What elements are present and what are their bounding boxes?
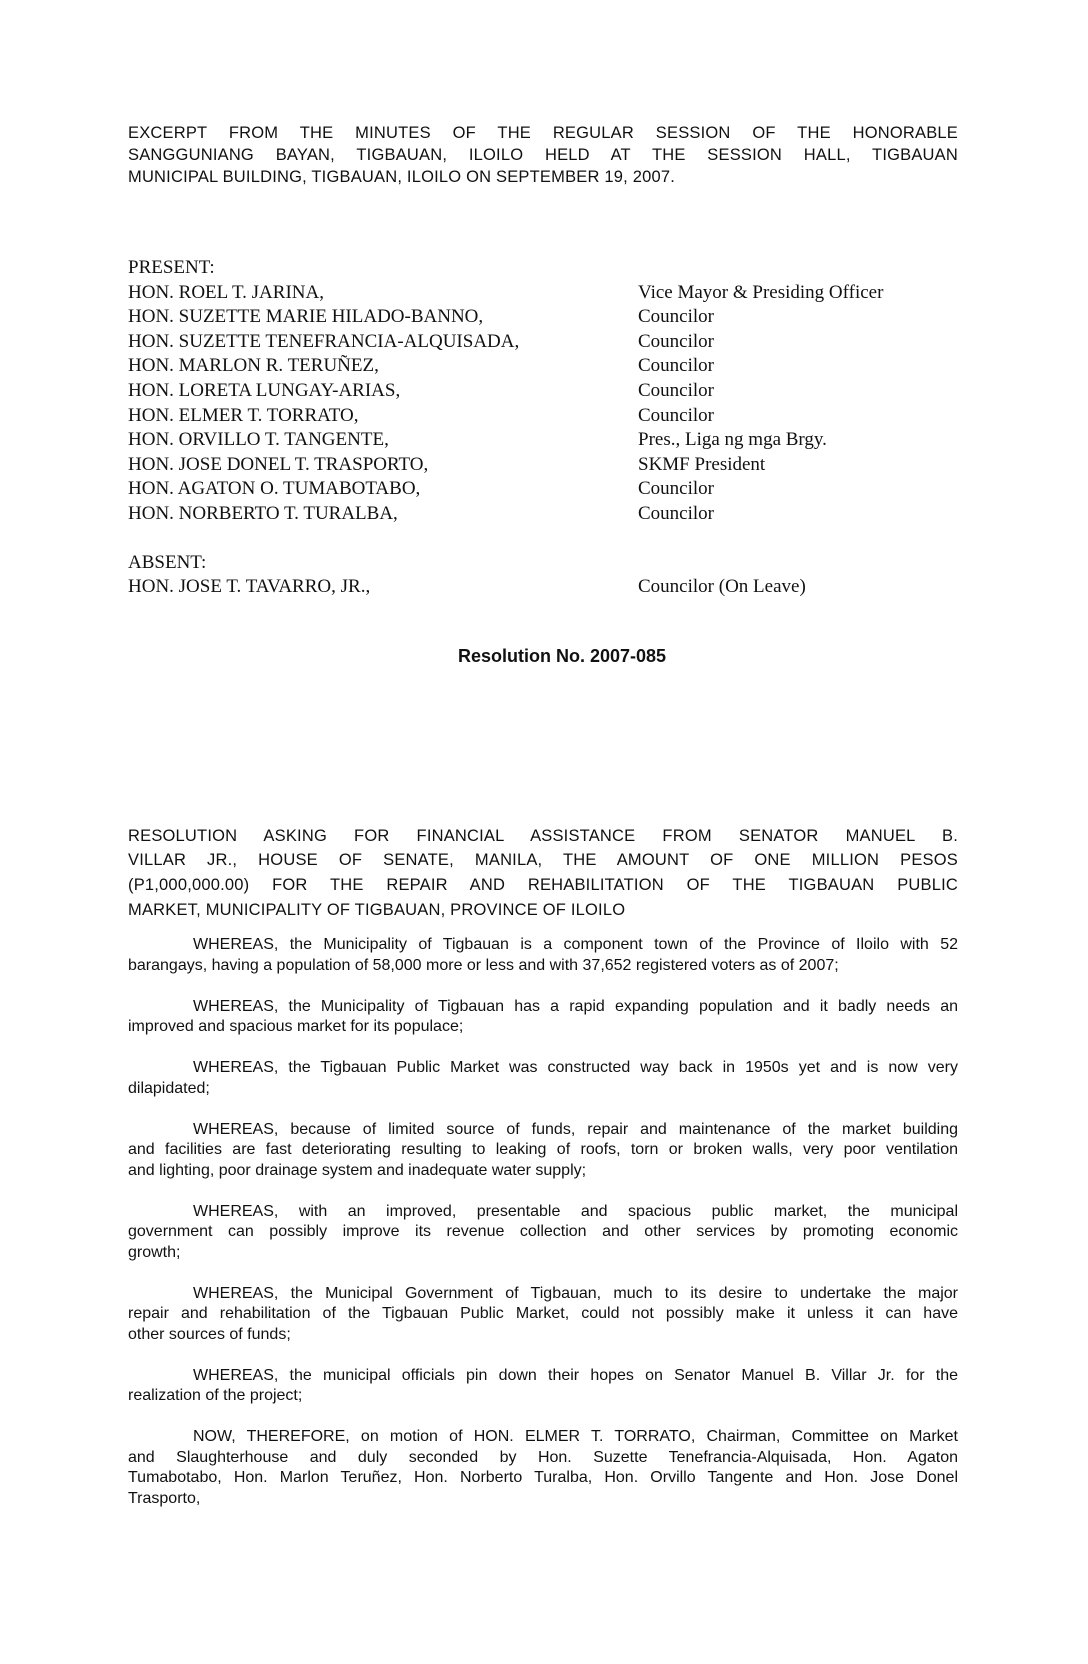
attendee-name: HON. ELMER T. TORRATO, xyxy=(128,404,359,426)
paragraph-line: growth; xyxy=(128,1243,181,1261)
header-line: MUNICIPAL BUILDING, TIGBAUAN, ILOILO ON SEPTEMBER 19, 2007. xyxy=(128,168,675,186)
attendee-row xyxy=(128,428,958,453)
resolution-title-line: RESOLUTION ASKING FOR FINANCIAL ASSISTANCE FROM SENATOR MANUEL B. xyxy=(128,826,958,845)
attendee-position: Councilor xyxy=(638,478,714,500)
attendee-name: HON. JOSE DONEL T. TRASPORTO, xyxy=(128,453,429,475)
whereas-paragraph-4 xyxy=(128,1120,958,1182)
attendee-position: Vice Mayor & Presiding Officer xyxy=(638,281,884,303)
paragraph-line: and facilities are fast deteriorating resulting to leaking of roofs, torn or broken walls, very poor ventilation xyxy=(128,1141,958,1159)
attendee-position: SKMF President xyxy=(638,453,766,475)
paragraph-line: WHEREAS, with an improved, presentable and spacious public market, the municipal xyxy=(193,1202,958,1220)
paragraph-line: Tumabotabo, Hon. Marlon Teruñez, Hon. Norberto Turalba, Hon. Orvillo Tangente and Hon. Jose Donel xyxy=(128,1469,958,1487)
paragraph-line: WHEREAS, the Municipality of Tigbauan is a component town of the Province of Iloilo with 52 xyxy=(193,936,958,954)
header-paragraph xyxy=(128,122,958,188)
resolution-title-line: MARKET, MUNICIPALITY OF TIGBAUAN, PROVINCE OF ILOILO xyxy=(128,900,626,919)
paragraph-line: other sources of funds; xyxy=(128,1325,291,1343)
whereas-paragraph-2 xyxy=(128,997,958,1038)
paragraph-line: WHEREAS, because of limited source of funds, repair and maintenance of the market building xyxy=(193,1120,958,1138)
header-line: SANGGUNIANG BAYAN, TIGBAUAN, ILOILO HELD AT THE SESSION HALL, TIGBAUAN xyxy=(128,146,958,164)
paragraph-line: WHEREAS, the municipal officials pin down their hopes on Senator Manuel B. Villar Jr. for the xyxy=(193,1366,958,1384)
attendee-name: HON. ORVILLO T. TANGENTE, xyxy=(128,429,389,451)
whereas-paragraph-5 xyxy=(128,1202,958,1264)
attendee-name: HON. SUZETTE MARIE HILADO-BANNO, xyxy=(128,306,484,328)
resolution-title xyxy=(128,824,958,922)
paragraph-line: and lighting, poor drainage system and inadequate water supply; xyxy=(128,1161,587,1179)
attendee-row xyxy=(128,305,958,330)
attendee-row xyxy=(128,379,958,404)
resolution-number-heading: Resolution No. 2007-085 xyxy=(457,645,667,666)
paragraph-line: dilapidated; xyxy=(128,1079,210,1097)
attendee-row xyxy=(128,404,958,429)
attendee-row xyxy=(128,330,958,355)
header-line: EXCERPT FROM THE MINUTES OF THE REGULAR SESSION OF THE HONORABLE xyxy=(128,124,958,142)
paragraph-line: WHEREAS, the Municipality of Tigbauan has a rapid expanding population and it badly needs an xyxy=(193,997,958,1015)
whereas-paragraph-7 xyxy=(128,1366,958,1407)
paragraph-line: Trasporto, xyxy=(128,1489,201,1507)
attendee-name: HON. NORBERTO T. TURALBA, xyxy=(128,502,398,524)
now-therefore-paragraph xyxy=(128,1427,958,1509)
paragraph-line: NOW, THEREFORE, on motion of HON. ELMER T. TORRATO, Chairman, Committee on Market xyxy=(193,1428,958,1446)
paragraph-line: improved and spacious market for its populace; xyxy=(128,1018,464,1036)
attendee-position: Pres., Liga ng mga Brgy. xyxy=(638,429,827,451)
paragraph-line: realization of the project; xyxy=(128,1387,303,1405)
attendee-position: Councilor xyxy=(638,502,714,524)
attendee-name: HON. JOSE T. TAVARRO, JR., xyxy=(128,576,371,598)
attendee-name: HON. SUZETTE TENEFRANCIA-ALQUISADA, xyxy=(128,330,520,352)
attendee-row xyxy=(128,477,958,502)
attendee-position: Councilor (On Leave) xyxy=(638,576,806,598)
attendee-position: Councilor xyxy=(638,404,714,426)
absent-label: ABSENT: xyxy=(128,551,207,573)
paragraph-line: repair and rehabilitation of the Tigbauan Public Market, could not possibly make it unless it can have xyxy=(128,1305,958,1323)
whereas-paragraph-3 xyxy=(128,1058,958,1099)
attendee-position: Councilor xyxy=(638,306,714,328)
resolution-title-line: VILLAR JR., HOUSE OF SENATE, MANILA, THE AMOUNT OF ONE MILLION PESOS xyxy=(128,851,958,870)
attendee-name: HON. MARLON R. TERUÑEZ, xyxy=(128,355,379,377)
whereas-paragraph-1 xyxy=(128,935,958,976)
resolution-title-line: (P1,000,000.00) FOR THE REPAIR AND REHABILITATION OF THE TIGBAUAN PUBLIC xyxy=(128,875,958,894)
attendee-position: Councilor xyxy=(638,379,714,401)
paragraph-line: government can possibly improve its revenue collection and other services by promoting economic xyxy=(128,1223,958,1241)
paragraph-line: WHEREAS, the Municipal Government of Tigbauan, much to its desire to undertake the major xyxy=(193,1284,958,1302)
present-section xyxy=(128,256,958,600)
present-label: PRESENT: xyxy=(128,257,215,278)
whereas-paragraph-6 xyxy=(128,1284,958,1346)
attendee-position: Councilor xyxy=(638,330,714,352)
attendee-name: HON. AGATON O. TUMABOTABO, xyxy=(128,478,421,500)
absent-section xyxy=(128,551,958,600)
attendee-name: HON. LORETA LUNGAY-ARIAS, xyxy=(128,379,401,401)
attendee-name: HON. ROEL T. JARINA, xyxy=(128,281,324,303)
paragraph-line: WHEREAS, the Tigbauan Public Market was constructed way back in 1950s yet and is now very xyxy=(193,1059,958,1077)
paragraph-line: and Slaughterhouse and duly seconded by Hon. Suzette Tenefrancia-Alquisada, Hon. Agaton xyxy=(128,1448,958,1466)
attendee-row xyxy=(128,453,958,478)
attendee-row xyxy=(128,354,958,379)
attendee-row xyxy=(128,575,958,600)
paragraph-line: barangays, having a population of 58,000 more or less and with 37,652 registered voters as of 2007; xyxy=(128,956,839,974)
attendee-position: Councilor xyxy=(638,355,714,377)
attendee-row xyxy=(128,502,958,527)
attendee-row xyxy=(128,281,958,306)
